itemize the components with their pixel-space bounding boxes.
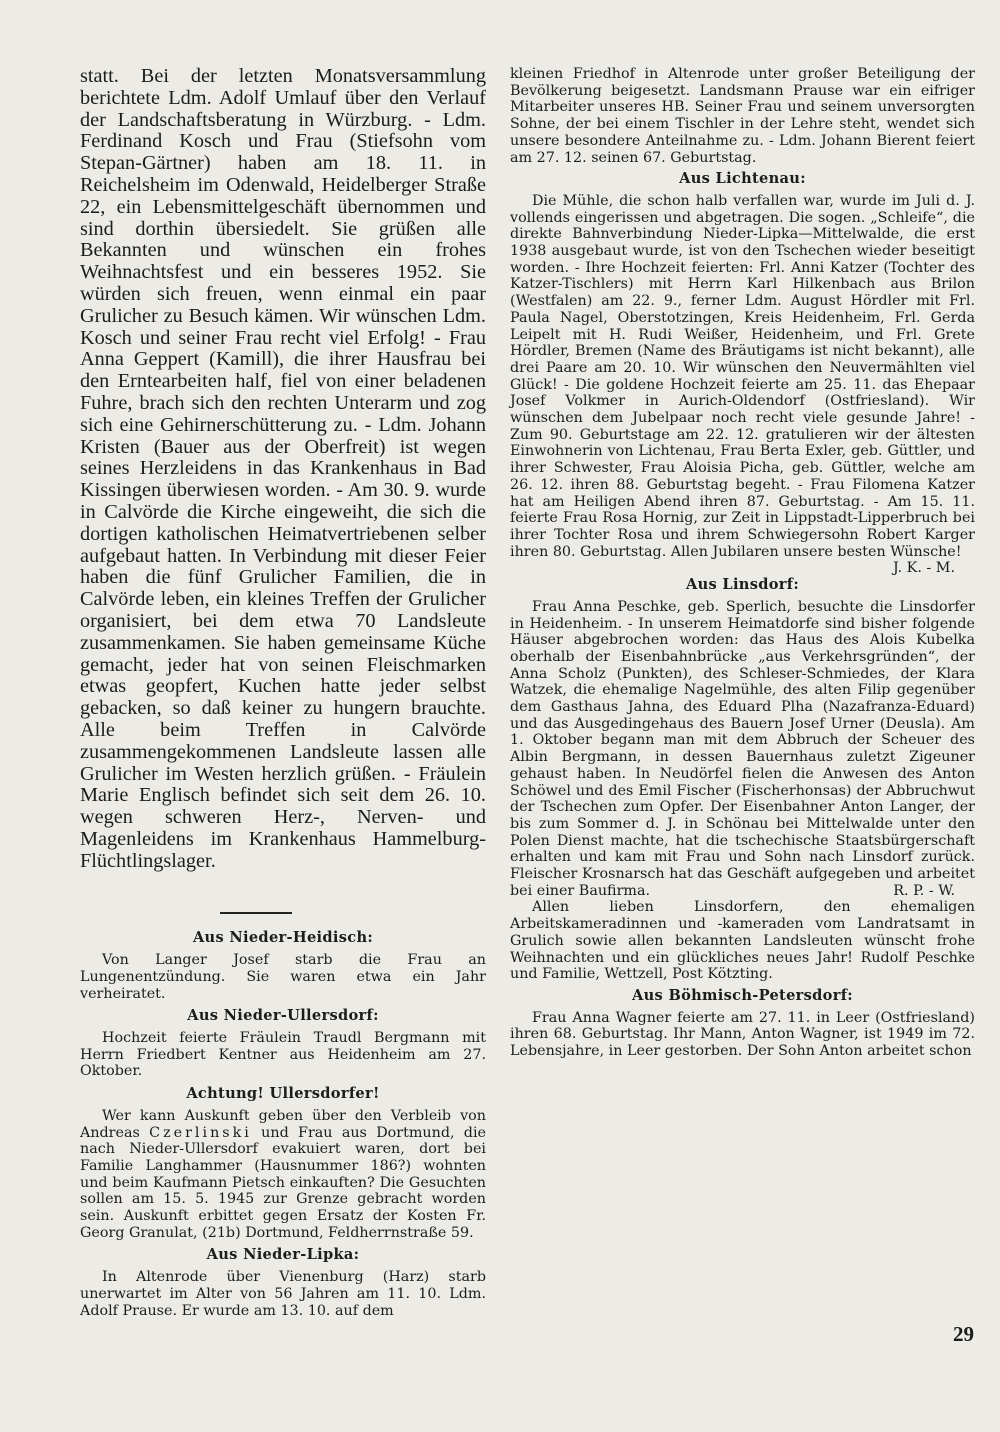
left-column bbox=[80, 66, 486, 1319]
section-text bbox=[510, 599, 975, 900]
author-signature: J. K. - M. bbox=[892, 560, 955, 577]
right-column bbox=[510, 66, 975, 1060]
section-text: In Altenrode über Vienenburg (Harz) starb unerwartet im Alter von 56 Jahren am 11. 10. Ldm. Adolf Prause. Er wurde am 13. 10. auf dem bbox=[80, 1269, 486, 1319]
continuation-paragraph: kleinen Friedhof in Altenrode unter großer Beteiligung der Bevölkerung beigesetzt. Landsmann Prause war ein eifriger Mitarbeiter unseres HB. Seiner Frau und seinem unversorgten Sohne, der bei einem Tischler in der Lehre steht, wendet sich unsere besondere Anteilnahme zu. - Ldm. Johann Bierent feiert am 27. 12. seinen 67. Geburtstag. bbox=[510, 66, 975, 166]
section-heading: Aus Linsdorf: bbox=[685, 576, 800, 594]
spaced-name: Czerlinski bbox=[149, 1124, 252, 1141]
section-heading: Aus Lichtenau: bbox=[679, 170, 806, 188]
section-heading: Achtung! Ullersdorfer! bbox=[186, 1085, 380, 1103]
section-lichtenau bbox=[510, 170, 975, 577]
text-before: Wer kann Auskunft geben über den Verbleib von Andreas bbox=[80, 1107, 486, 1141]
section-text bbox=[80, 1108, 486, 1242]
section-text bbox=[510, 192, 975, 577]
section-text: Von Langer Josef starb die Frau an Lungenentzündung. Sie waren etwa ein Jahr verheiratet. bbox=[80, 952, 486, 1002]
section-nieder-heidisch bbox=[80, 930, 486, 1002]
section-text: Hochzeit feierte Fräulein Traudl Bergmann mit Herrn Friedbert Kentner aus Heidenheim am 27. Oktober. bbox=[80, 1030, 486, 1080]
section-heading: Aus Nieder-Lipka: bbox=[206, 1246, 360, 1264]
section-nieder-lipka bbox=[80, 1247, 486, 1319]
left-intro-paragraph: statt. Bei der letzten Monatsversammlung berichtete Ldm. Adolf Umlauf über den Verlauf der Landschaftsberatung in Würzburg. - Ldm. Ferdinand Kosch und Frau (Stiefsohn vom Stepan-Gärtner) haben am 18. 11. in Reichelsheim im Odenwald, Heidelberger Straße 22, ein Lebensmittelgeschäft übernommen und sind dorthin übersiedelt. Sie grüßen alle Bekannten und wünschen ein frohes Weihnachtsfest und ein besseres 1952. Sie würden sich freuen, wenn einmal ein paar Grulicher zu Besuch kämen. Wir wünschen Ldm. Kosch und seiner Frau recht viel Erfolg! - Frau Anna Geppert (Kamill), die ihrer Hausfrau bei den Erntearbeiten half, fiel von einer beladenen Fuhre, brach sich den rechten Unterarm und zog sich eine Gehirnerschütterung zu. - Ldm. Johann Kristen (Bauer aus der Oberfreit) ist wegen seines Herzleidens in das Krankenhaus in Bad Kissingen überwiesen worden. - Am 30. 9. wurde in Calvörde die Kirche eingeweiht, die sich die dortigen katholischen Heimatvertriebenen selber aufgebaut hatten. In Verbindung mit dieser Feier haben die fünf Grulicher Familien, die in Calvörde leben, ein kleines Treffen der Grulicher organisiert, bei dem etwa 70 Landsleute zusammenkamen. Sie haben gemeinsame Küche gemacht, jeder hat von seinen Fleischmarken etwas geopfert, Kuchen hatte jeder selbst gebacken, so daß keiner zu hungern brauchte. Alle beim Treffen in Calvörde zusammengekommenen Landsleute lassen alle Grulicher im Westen herzlich grüßen. - Fräulein Marie Englisch befindet sich seit dem 26. 10. wegen schweren Herz-, Nerven- und Magenleidens im Krankenhaus Hammelburg-Flüchtlingslager. bbox=[80, 65, 486, 872]
section-body: Die Mühle, die schon halb verfallen war, wurde im Juli d. J. vollends eingerissen und abgetragen. Die sogen. „Schleife“, die direkte Bahnverbindung Nieder-Lipka—Mittelwalde, die erst 1938 ausgebaut wurde, ist von den Tschechen wieder beseitigt worden. - Ihre Hochzeit feierten: Frl. Anni Katzer (Tochter des Katzer-Tischlers) mit Herrn Karl Hilkenbach aus Brilon (Westfalen) am 22. 9., ferner Ldm. August Hördler mit Frl. Paula Nagel, Oberstotzingen, Kreis Heidenheim, Frl. Gerda Leipelt mit H. Rudi Weißer, Heidenheim, und Frl. Grete Hördler, Bremen (Name des Bräutigams ist nicht bekannt), alle drei Paare am 20. 10. Wir wünschen den Neuvermählten viel Glück! - Die goldene Hochzeit feierte am 25. 11. das Ehepaar Josef Volkmer in Aurich-Oldendorf (Ostfriesland). Wir wünschen dem Jubelpaar noch recht viele gesunde Jahre! - Zum 90. Geburtstage am 22. 12. gratulieren wir der ältesten Einwohnerin von Lichtenau, Frau Berta Exler, geb. Güttler, und ihrer Schwester, Frau Aloisia Picha, geb. Güttler, welche am 26. 12. ihren 88. Geburtstag begeht. - Frau Filomena Katzer hat am Heiligen Abend ihren 87. Geburtstag. - Am 15. 11. feierte Frau Rosa Hornig, zur Zeit in Lippstadt-Lipperbruch bei ihrer Tochter Rosa und ihrem Schwiegersohn Robert Karger ihren 80. Geburtstag. Allen Jubilaren unsere besten Wünsche! bbox=[510, 192, 975, 560]
section-nieder-ullersdorf bbox=[80, 1008, 486, 1080]
section-heading: Aus Böhmisch-Petersdorf: bbox=[632, 986, 853, 1004]
text-after: und Frau aus Dortmund, die nach Nieder-Ullersdorf evakuiert waren, dort bei Familie Langhammer (Hausnummer 186?) wohnten und beim Kaufmann Pietsch einkauften? Die Gesuchten sollen am 15. 5. 1945 zur Grenze gebracht worden sein. Auskunft erbittet gegen Ersatz der Kosten Fr. Georg Granulat, (21b) Dortmund, Feldherrnstraße 59. bbox=[80, 1124, 486, 1241]
section-greeting: Allen lieben Linsdorfern, den ehemaligen Arbeitskameradinnen und -kameraden vom Landratsamt in Grulich sowie allen bekannten Landsleuten wünscht frohe Weihnachten und ein glückliches neues Jahr! Rudolf Peschke und Familie, Wettzell, Post Kötzting. bbox=[510, 899, 975, 983]
section-heading: Aus Nieder-Ullersdorf: bbox=[187, 1007, 379, 1025]
section-body: Frau Anna Peschke, geb. Sperlich, besuchte die Linsdorfer in Heidenheim. - In unserem Heimatdorfe sind bisher folgende Häuser abgebrochen worden: das Haus des Alois Kubelka oberhalb der Eisenbahnbrücke „aus Verkehrsgründen“, der Anna Scholz (Punkten), des Schleser-Schmiedes, der Klara Watzek, die ehemalige Nagelmühle, des alten Filip gegenüber dem Gasthaus Jahna, des Eduard Plha (Nazafranza-Eduard) und das Ausgedingehaus des Bauern Josef Urner (Deusla). Am 1. Oktober begann man mit dem Abbruch der Scheuer des Albin Bergmann, in dessen Bauernhaus zuletzt Zigeuner gehaust haben. In Neudörfel fielen die Anwesen des Anton Schöwel und des Emil Fischer (Fischerhonsas) der Abbruchwut der Tschechen zum Opfer. Der Eisenbahner Anton Langer, der bis zum Sommer d. J. in Schönau bei Mittelwalde unter den Polen Dienst machte, hat die tschechische Staatsbürgerschaft erhalten und kam mit Frau und Sohn nach Linsdorf zurück. Fleischer Krosnarsch hat das Geschäft aufgegeben und arbeitet bei einer Baufirma. bbox=[510, 598, 975, 899]
page-number: 29 bbox=[953, 1322, 974, 1346]
section-boehmisch-petersdorf bbox=[510, 988, 975, 1060]
author-signature: R. P. - W. bbox=[893, 882, 955, 899]
section-achtung-ullersdorfer bbox=[80, 1086, 486, 1241]
section-linsdorf bbox=[510, 577, 975, 983]
section-divider bbox=[220, 912, 292, 914]
section-text: Frau Anna Wagner feierte am 27. 11. in Leer (Ostfriesland) ihren 68. Geburtstag. Ihr Mann, Anton Wagner, ist 1949 im 72. Lebensjahre, in Leer gestorben. Der Sohn Anton arbeitet schon bbox=[510, 1009, 975, 1060]
section-heading: Aus Nieder-Heidisch: bbox=[192, 929, 374, 947]
